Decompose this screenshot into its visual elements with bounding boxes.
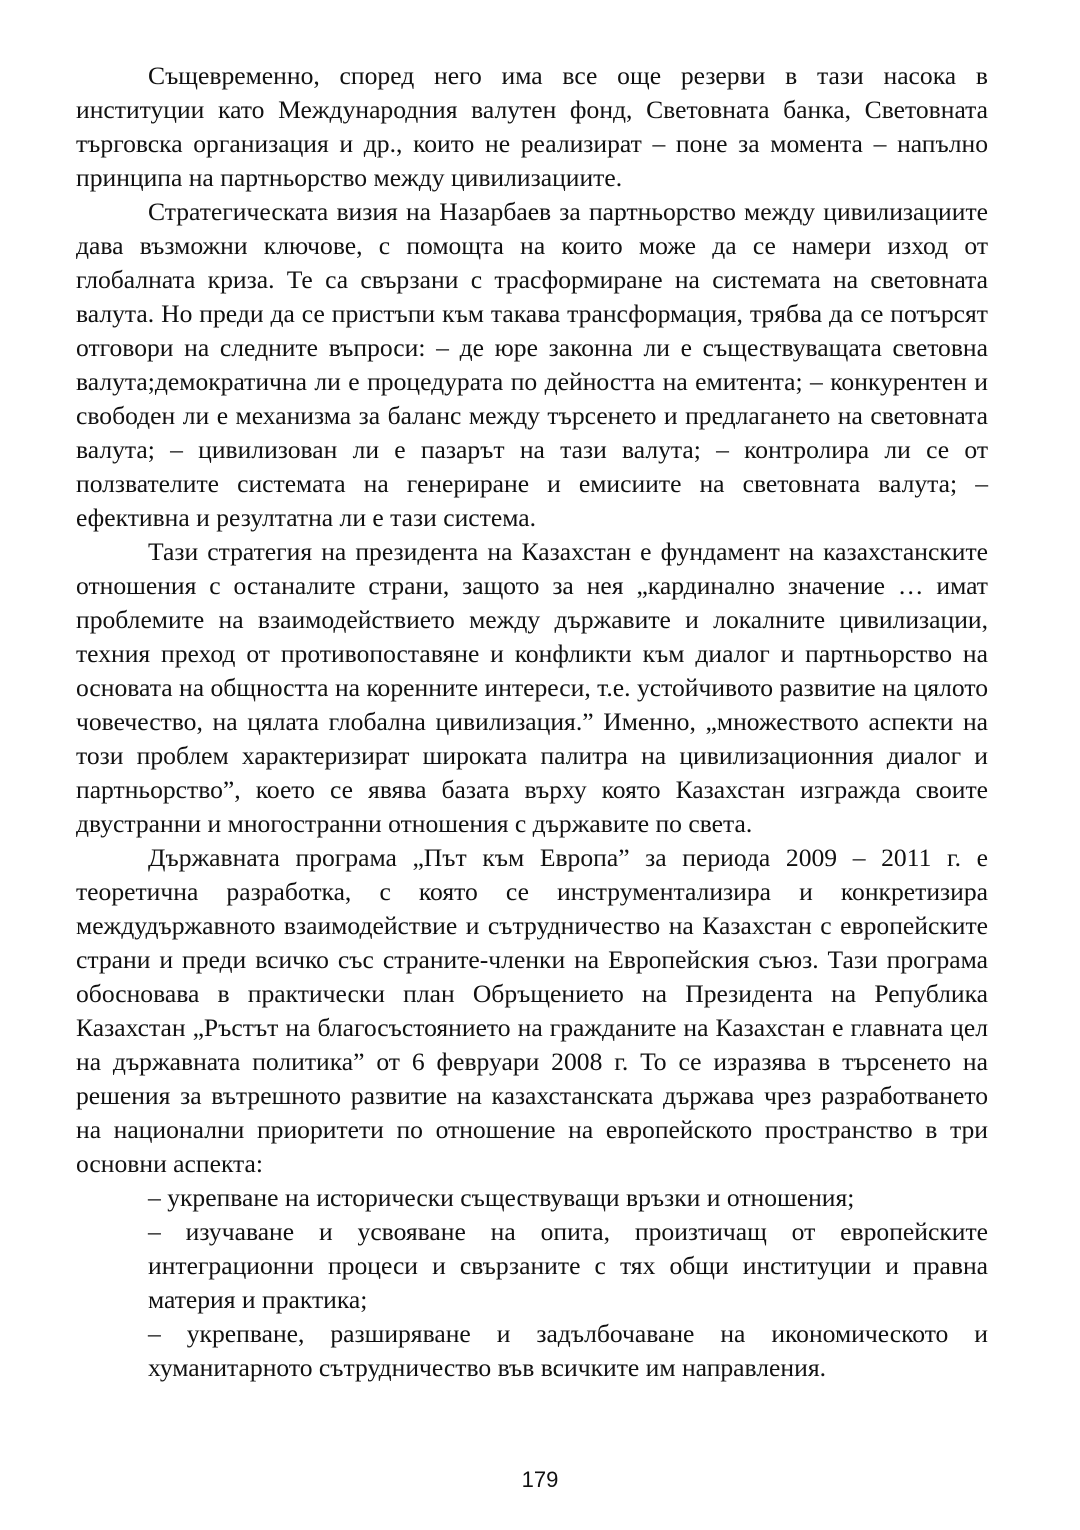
paragraph-strategic-vision: Стратегическата визия на Назарбаев за партньорство между цивилизациите дава възможни ключове, с помощта на които може да се намери изход от глобалната криза. Те са свързани с трасформиране на системата на световната валута. Но преди да се пристъпи към такава трансформация, трябва да се потърсят отговори на следните въпроси: – де юре законна ли е съществуващата световна валута;демократична ли е процедурата по дейността на емитента; – конкурентен и свободен ли е механизма за баланс между търсенето и предлагането на световната валута; – цивилизован ли е пазарът на тази валута; – контролира ли се от ползвателите системата на генериране и емисиите на световната валута; – ефективна и резултатна ли е тази система. xyxy=(76,197,988,532)
list-item-historical-ties: – укрепване на исторически съществуващи връзки и отношения; xyxy=(148,1183,855,1212)
paragraph-reserves: Същевременно, според него има все още резерви в тази насока в институции като Международния валутен фонд, Световната банка, Световната търговска организация и др., които не реализират – поне за момента – напълно принципа на партньорство между цивилизациите. xyxy=(76,61,988,192)
page-body xyxy=(76,59,988,1385)
paragraph-kazakhstan-strategy: Тази стратегия на президента на Казахстан е фундамент на казахстанските отношения с останалите страни, защото за нея „кардинално значение … имат проблемите на взаимодействието между държавите и локалните цивилизации, техния преход от противопоставяне и конфликти към диалог и партньорство на основата на общността на коренните интереси, т.е. устойчивото развитие на цялото човечество, на цялата глобална цивилизация.” Именно, „множеството аспекти на този проблем характеризират широката палитра на цивилизационния диалог и партньорство”, което се явява базата върху която Казахстан изгражда своите двустранни и многостранни отношения с държавите по света. xyxy=(76,537,988,838)
paragraph-path-to-europe: Държавната програма „Път към Европа” за периода 2009 – 2011 г. е теоретична разработка, с която се инструментализира и конкретизира междудържавното взаимодействие и сътрудничество на Казахстан с европейските страни и преди всичко със страните-членки на Европейския съюз. Тази програма обосновава в практически план Обръщението на Президента на Република Казахстан „Ръстът на благосъстоянието на гражданите на Казахстан е главната цел на държавната политика” от 6 февруари 2008 г. То се изразява в търсенето на решения за вътрешното развитие на казахстанската държава чрез разработването на национални приоритети по отношение на европейското пространство в три основни аспекта: xyxy=(76,843,988,1178)
page-number: 179 xyxy=(521,1467,559,1492)
list-item-european-experience: – изучаване и усвояване на опита, произтичащ от европейските интеграционни процеси и свързаните с тях общи институции и правна материя и практика; xyxy=(148,1217,988,1314)
list-item-economic-cooperation: – укрепване, разширяване и задълбочаване на икономическото и хуманитарното сътрудничество във всичките им направления. xyxy=(148,1319,988,1382)
